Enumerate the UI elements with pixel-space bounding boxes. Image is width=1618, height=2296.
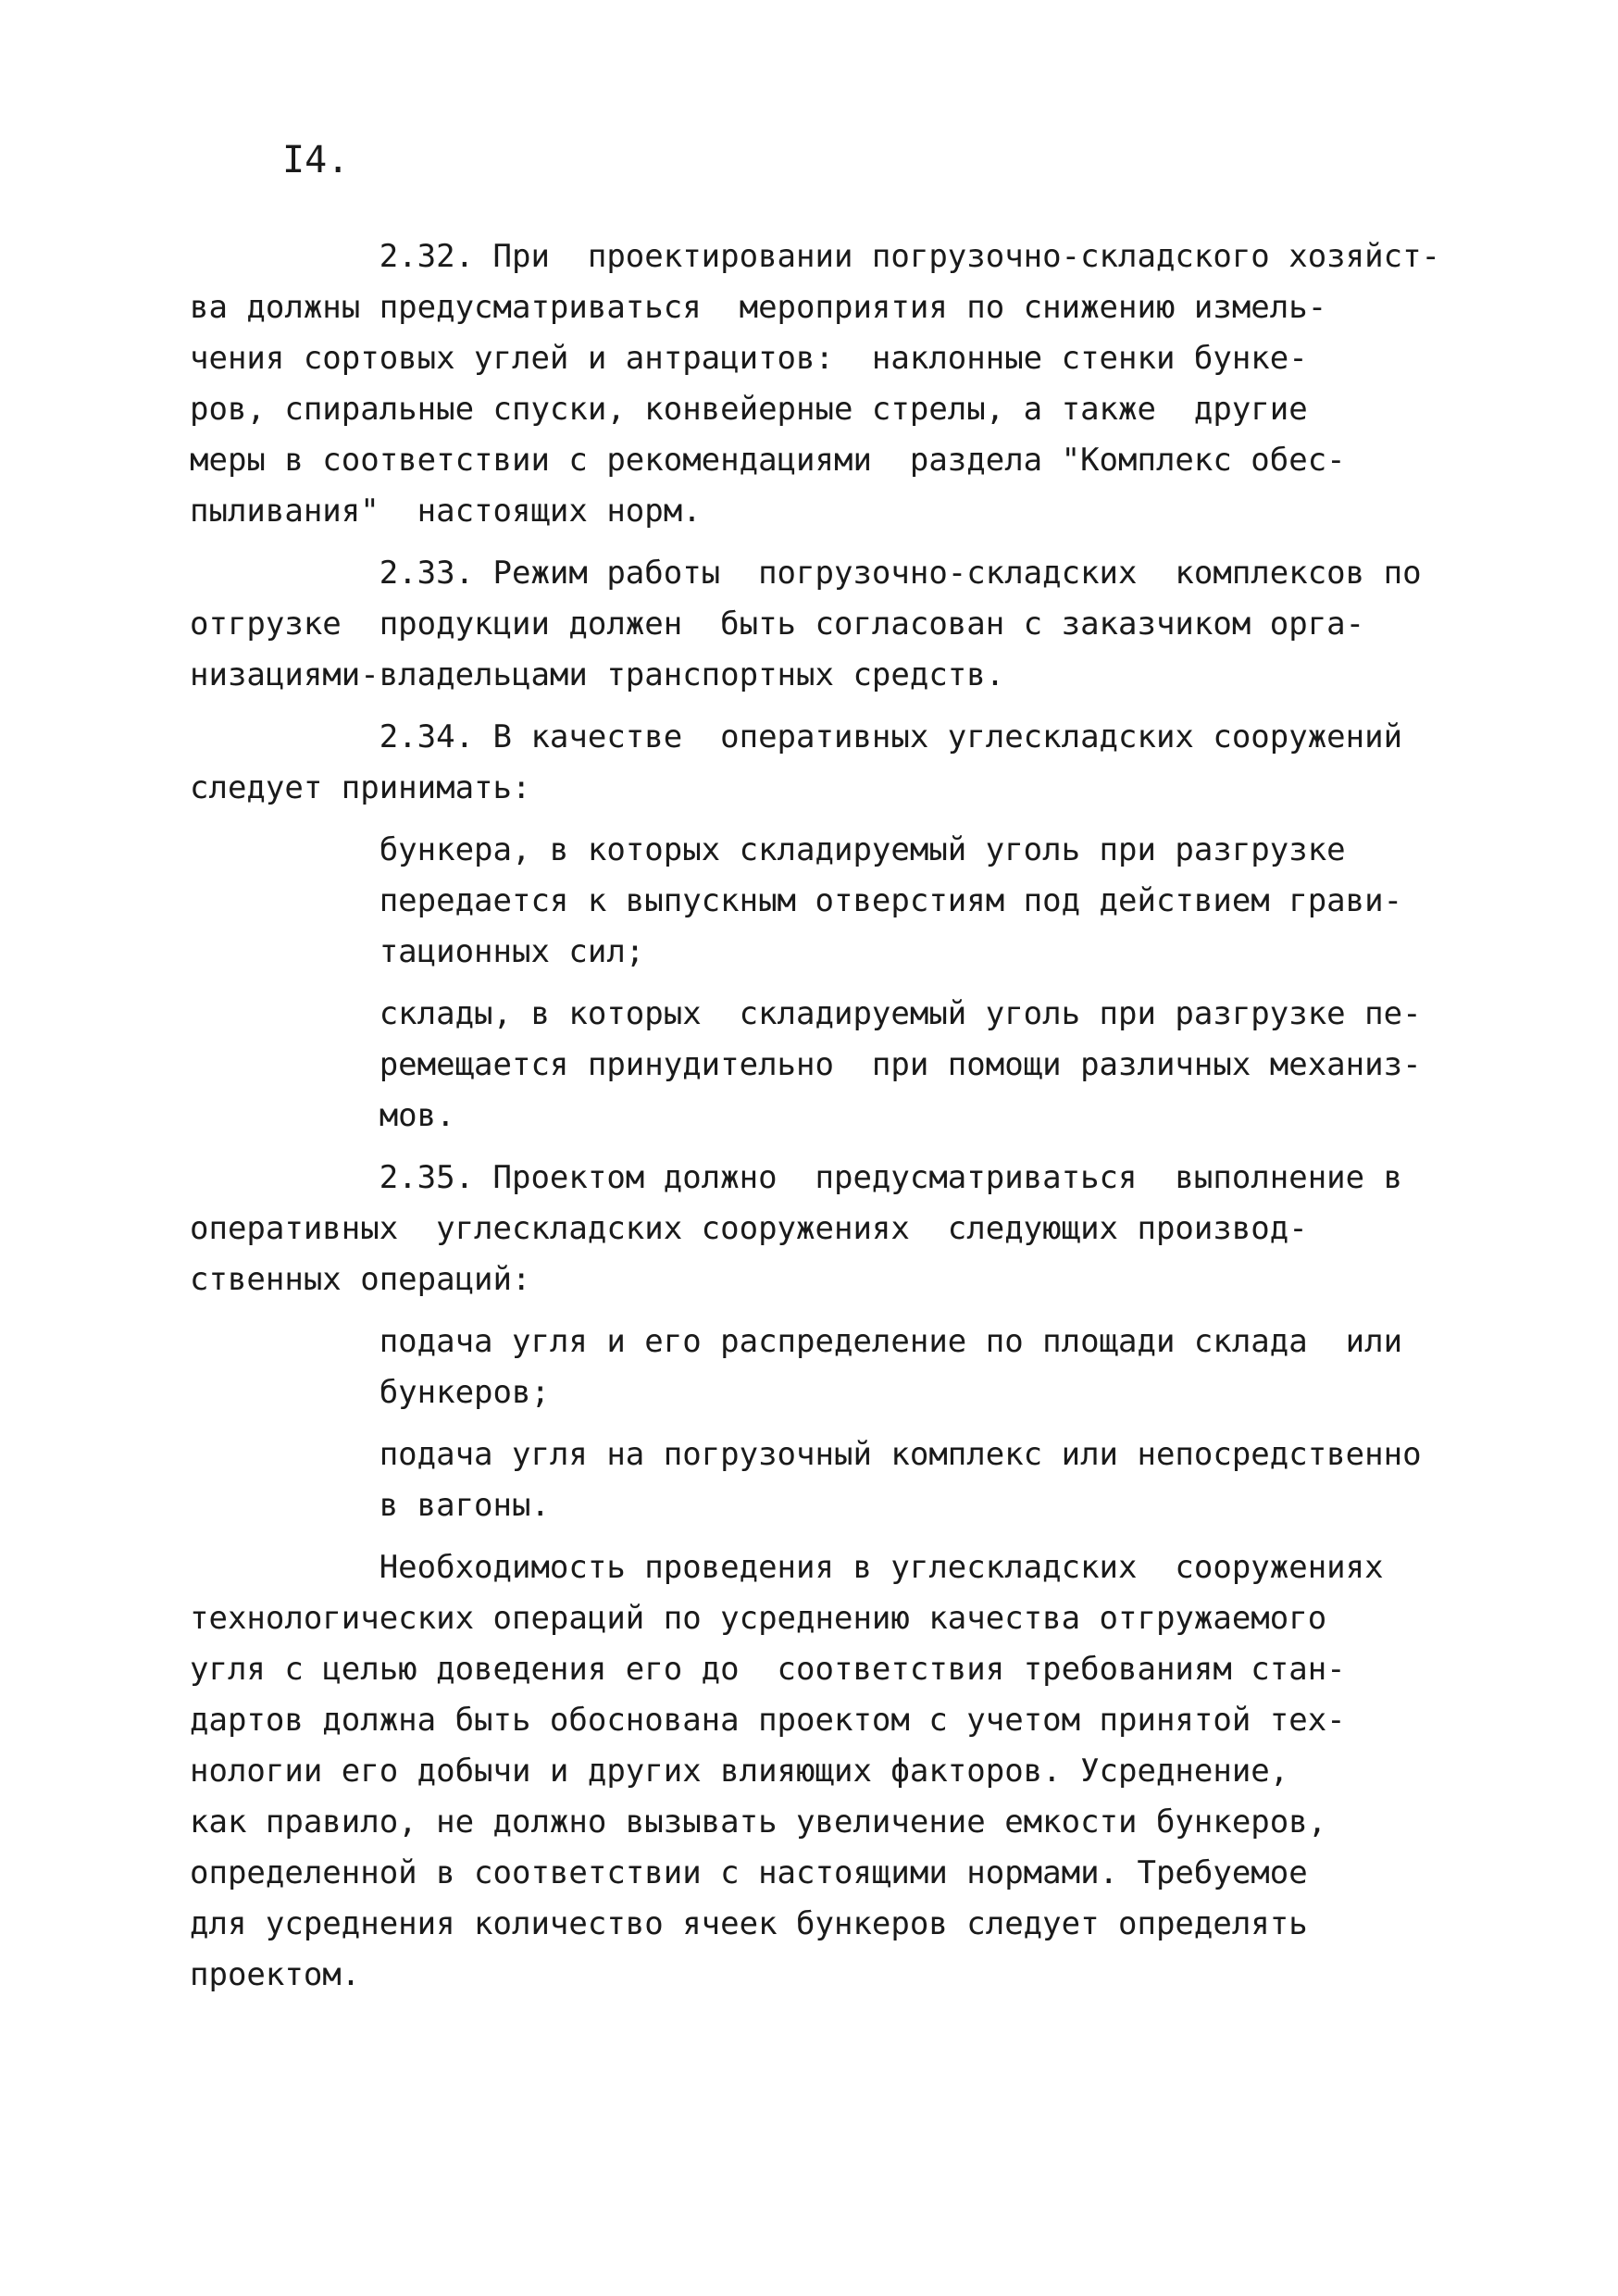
text-line: пыливания" настоящих норм.: [190, 493, 702, 530]
text-line: чения сортовых углей и антрацитов: наклонные стенки бунке-: [190, 340, 1308, 377]
text-line: передается к выпускным отверстиям под действием грави-: [190, 882, 1403, 919]
paragraph-gap: [190, 701, 1449, 712]
document-body: [190, 231, 1449, 2001]
text-line: бункера, в которых складируемый уголь при разгрузке: [190, 831, 1346, 868]
text-line: угля с целью доведения его до соответствия требованиям стан-: [190, 1651, 1346, 1688]
text-line: меры в соответствии с рекомендациями раздела "Комплекс обес-: [190, 442, 1346, 479]
text-line: склады, в которых складируемый уголь при разгрузке пе-: [190, 995, 1422, 1032]
paragraph-gap: [190, 537, 1449, 548]
paragraph-gap: [190, 1305, 1449, 1316]
text-line: 2.34. В качестве оперативных углескладских сооружений: [190, 718, 1403, 755]
text-line: нологии его добычи и других влияющих факторов. Усреднение,: [190, 1753, 1289, 1790]
text-line: подача угля и его распределение по площади склада или: [190, 1323, 1403, 1360]
text-line: мов.: [190, 1097, 455, 1134]
text-line: ственных операций:: [190, 1261, 531, 1298]
text-line: подача угля на погрузочный комплекс или непосредственно: [190, 1436, 1422, 1473]
text-line: ва должны предусматриваться мероприятия по снижению измель-: [190, 289, 1327, 326]
text-line: ров, спиральные спуски, конвейерные стрелы, а также другие: [190, 391, 1308, 428]
text-line: определенной в соответствии с настоящими нормами. Требуемое: [190, 1854, 1308, 1891]
text-line: отгрузке продукции должен быть согласован с заказчиком орга-: [190, 605, 1365, 643]
text-line: в вагоны.: [190, 1487, 550, 1524]
text-line: Необходимость проведения в углескладских сооружениях: [190, 1549, 1384, 1586]
paragraph-gap: [190, 978, 1449, 989]
text-line: тационных сил;: [190, 933, 645, 970]
text-line: 2.32. При проектировании погрузочно-складского хозяйст-: [190, 238, 1441, 275]
text-line: как правило, не должно вызывать увеличение емкости бункеров,: [190, 1803, 1327, 1841]
text-line: 2.35. Проектом должно предусматриваться выполнение в: [190, 1159, 1403, 1196]
text-line: бункеров;: [190, 1374, 550, 1411]
paragraph-gap: [190, 1142, 1449, 1153]
text-line: низациями-владельцами транспортных средств.: [190, 656, 1005, 693]
paragraph-gap: [190, 1418, 1449, 1429]
text-line: проектом.: [190, 1956, 361, 1993]
text-line: для усреднения количество ячеек бункеров следует определять: [190, 1905, 1308, 1942]
paragraph-gap: [190, 814, 1449, 825]
text-line: 2.33. Режим работы погрузочно-складских комплексов по: [190, 555, 1422, 592]
text-line: ремещается принудительно при помощи различных механиз-: [190, 1046, 1422, 1083]
paragraph-gap: [190, 1531, 1449, 1542]
text-line: оперативных углескладских сооружениях следующих производ-: [190, 1210, 1308, 1247]
text-line: следует принимать:: [190, 769, 531, 806]
text-line: технологических операций по усреднению качества отгружаемого: [190, 1600, 1327, 1637]
text-line: дартов должна быть обоснована проектом с учетом принятой тех-: [190, 1702, 1346, 1739]
page-number: I4.: [282, 139, 350, 181]
